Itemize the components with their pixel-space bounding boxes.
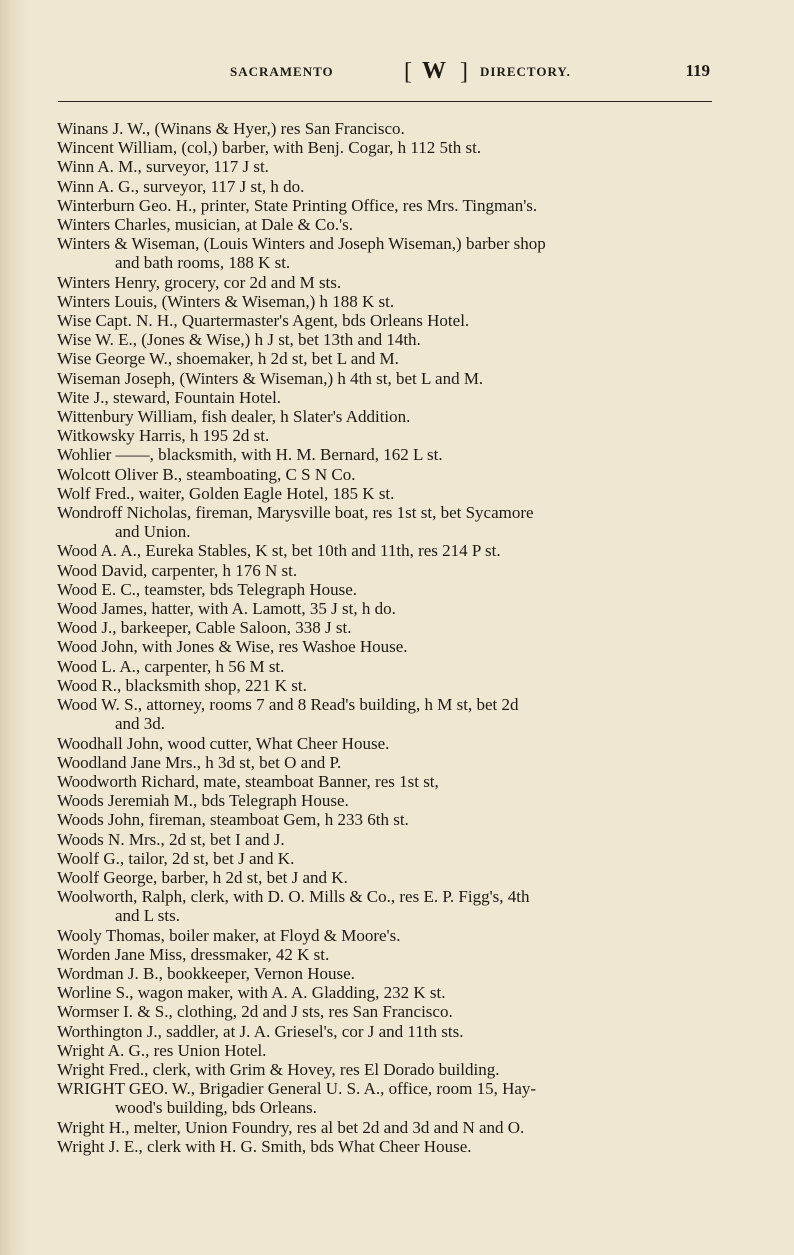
directory-entry <box>58 138 718 157</box>
directory-entries <box>58 119 718 1156</box>
entry-text: Wood R., blacksmith shop, 221 K st. <box>57 675 307 695</box>
directory-entry <box>58 234 718 272</box>
directory-entry <box>58 1118 718 1137</box>
directory-entry <box>58 157 718 176</box>
header-bracket-open: [ <box>404 59 412 85</box>
entry-text: Wormser I. & S., clothing, 2d and J sts, res San Francisco. <box>57 1002 453 1022</box>
directory-entry <box>58 849 718 868</box>
entry-text: Wood E. C., teamster, bds Telegraph House. <box>57 579 358 599</box>
directory-entry <box>58 887 718 925</box>
entry-text: Wordman J. B., bookkeeper, Vernon House. <box>57 963 355 983</box>
directory-entry <box>58 349 718 368</box>
entry-text: Wood W. S., attorney, rooms 7 and 8 Read's building, h M st, bet 2d <box>57 695 519 715</box>
entry-text: Wood A. A., Eureka Stables, K st, bet 10th and 11th, res 214 P st. <box>57 541 501 561</box>
entry-text: Wittenbury William, fish dealer, h Slater's Addition. <box>57 407 411 427</box>
entry-continuation: and L sts. <box>115 906 181 926</box>
header-city: SACRAMENTO <box>230 64 334 79</box>
entry-text: Wohlier ——, blacksmith, with H. M. Bernard, 162 L st. <box>57 445 443 465</box>
entry-text: Wise George W., shoemaker, h 2d st, bet L and M. <box>57 349 399 369</box>
entry-text: Wood J., barkeeper, Cable Saloon, 338 J st. <box>57 618 352 638</box>
directory-entry <box>58 580 718 599</box>
entry-text: Winters Louis, (Winters & Wiseman,) h 188 K st. <box>57 291 395 311</box>
entry-text: Winters Charles, musician, at Dale & Co.'s. <box>57 215 354 235</box>
directory-entry <box>58 388 718 407</box>
directory-entry <box>58 830 718 849</box>
directory-entry <box>58 772 718 791</box>
entry-text: Wiseman Joseph, (Winters & Wiseman,) h 4th st, bet L and M. <box>57 368 484 388</box>
entry-text: Wood David, carpenter, h 176 N st. <box>57 560 298 580</box>
directory-entry <box>58 791 718 810</box>
directory-entry <box>58 964 718 983</box>
header-title: DIRECTORY. <box>480 64 571 79</box>
entry-text: WRIGHT GEO. W., Brigadier General U. S. A., office, room 15, Hay- <box>57 1079 537 1099</box>
directory-entry <box>58 1060 718 1079</box>
directory-entry <box>58 676 718 695</box>
entry-text: Woods John, fireman, steamboat Gem, h 233 6th st. <box>57 810 409 830</box>
directory-entry <box>58 734 718 753</box>
entry-text: Woolworth, Ralph, clerk, with D. O. Mills & Co., res E. P. Figg's, 4th <box>57 887 530 907</box>
directory-entry <box>58 1022 718 1041</box>
directory-entry <box>58 445 718 464</box>
header-bracket-close: ] <box>460 59 468 85</box>
entry-text: Wood John, with Jones & Wise, res Washoe House. <box>57 637 408 657</box>
entry-text: Wright Fred., clerk, with Grim & Hovey, res El Dorado building. <box>57 1059 500 1079</box>
entry-text: Wite J., steward, Fountain Hotel. <box>57 387 282 407</box>
entry-text: Woodhall John, wood cutter, What Cheer House. <box>57 733 390 753</box>
entry-text: Wright J. E., clerk with H. G. Smith, bds What Cheer House. <box>57 1136 472 1156</box>
directory-entry <box>58 810 718 829</box>
entry-text: Woolf G., tailor, 2d st, bet J and K. <box>57 848 295 868</box>
directory-entry <box>58 177 718 196</box>
directory-entry <box>58 1137 718 1156</box>
directory-entry <box>58 215 718 234</box>
directory-entry <box>58 637 718 656</box>
directory-entry <box>58 1079 718 1117</box>
entry-continuation: and Union. <box>115 522 191 542</box>
directory-entry <box>58 196 718 215</box>
directory-entry <box>58 657 718 676</box>
entry-text: Winn A. M., surveyor, 117 J st. <box>57 157 269 177</box>
entry-text: Woolf George, barber, h 2d st, bet J and K. <box>57 867 348 887</box>
directory-entry <box>58 311 718 330</box>
entry-text: Winters Henry, grocery, cor 2d and M sts. <box>57 272 342 292</box>
entry-text: Wolcott Oliver B., steamboating, C S N Co. <box>57 464 356 484</box>
entry-continuation: and 3d. <box>115 714 166 734</box>
directory-entry <box>58 541 718 560</box>
entry-text: Winans J. W., (Winans & Hyer,) res San Francisco. <box>57 119 405 138</box>
entry-text: Wood James, hatter, with A. Lamott, 35 J st, h do. <box>57 599 396 619</box>
entry-text: Woodworth Richard, mate, steamboat Banner, res 1st st, <box>57 771 439 791</box>
entry-text: Woodland Jane Mrs., h 3d st, bet O and P. <box>57 752 342 772</box>
header-section-letter: W <box>422 58 446 84</box>
entry-text: Worline S., wagon maker, with A. A. Gladding, 232 K st. <box>57 983 446 1003</box>
entry-text: Wise Capt. N. H., Quartermaster's Agent, bds Orleans Hotel. <box>57 311 470 331</box>
directory-entry <box>58 618 718 637</box>
directory-entry <box>58 868 718 887</box>
entry-text: Worden Jane Miss, dressmaker, 42 K st. <box>57 944 330 964</box>
directory-entry <box>58 561 718 580</box>
entry-text: Wincent William, (col,) barber, with Benj. Cogar, h 112 5th st. <box>57 138 482 158</box>
entry-text: Witkowsky Harris, h 195 2d st. <box>57 426 270 446</box>
directory-entry <box>58 119 718 138</box>
directory-entry <box>58 503 718 541</box>
directory-entry <box>58 273 718 292</box>
directory-entry <box>58 330 718 349</box>
directory-entry <box>58 1002 718 1021</box>
directory-entry <box>58 599 718 618</box>
entry-text: Wondroff Nicholas, fireman, Marysville boat, res 1st st, bet Sycamore <box>57 503 534 523</box>
entry-continuation: and bath rooms, 188 K st. <box>115 253 291 273</box>
directory-entry <box>58 983 718 1002</box>
header-rule <box>58 101 712 102</box>
directory-entry <box>58 753 718 772</box>
directory-entry <box>58 292 718 311</box>
entry-text: Winterburn Geo. H., printer, State Printing Office, res Mrs. Tingman's. <box>57 195 538 215</box>
directory-entry <box>58 407 718 426</box>
directory-entry <box>58 695 718 733</box>
entry-text: Wright A. G., res Union Hotel. <box>57 1040 267 1060</box>
entry-text: Wood L. A., carpenter, h 56 M st. <box>57 656 285 676</box>
entry-text: Woods Jeremiah M., bds Telegraph House. <box>57 791 349 811</box>
directory-entry <box>58 465 718 484</box>
directory-entry <box>58 426 718 445</box>
page-number: 119 <box>685 61 710 80</box>
directory-entry <box>58 945 718 964</box>
entry-continuation: wood's building, bds Orleans. <box>115 1098 317 1118</box>
directory-entry <box>58 484 718 503</box>
entry-text: Wright H., melter, Union Foundry, res al bet 2d and 3d and N and O. <box>57 1117 525 1137</box>
entry-text: Wooly Thomas, boiler maker, at Floyd & Moore's. <box>57 925 401 945</box>
directory-entry <box>58 1041 718 1060</box>
entry-text: Worthington J., saddler, at J. A. Griesel's, cor J and 11th sts. <box>57 1021 464 1041</box>
entry-text: Winn A. G., surveyor, 117 J st, h do. <box>57 176 305 196</box>
entry-text: Wise W. E., (Jones & Wise,) h J st, bet 13th and 14th. <box>57 330 421 350</box>
directory-entry <box>58 369 718 388</box>
entry-text: Woods N. Mrs., 2d st, bet I and J. <box>57 829 285 849</box>
entry-text: Wolf Fred., waiter, Golden Eagle Hotel, 185 K st. <box>57 483 395 503</box>
entry-text: Winters & Wiseman, (Louis Winters and Joseph Wiseman,) barber shop <box>57 234 546 254</box>
page-header <box>58 58 712 85</box>
directory-entry <box>58 926 718 945</box>
